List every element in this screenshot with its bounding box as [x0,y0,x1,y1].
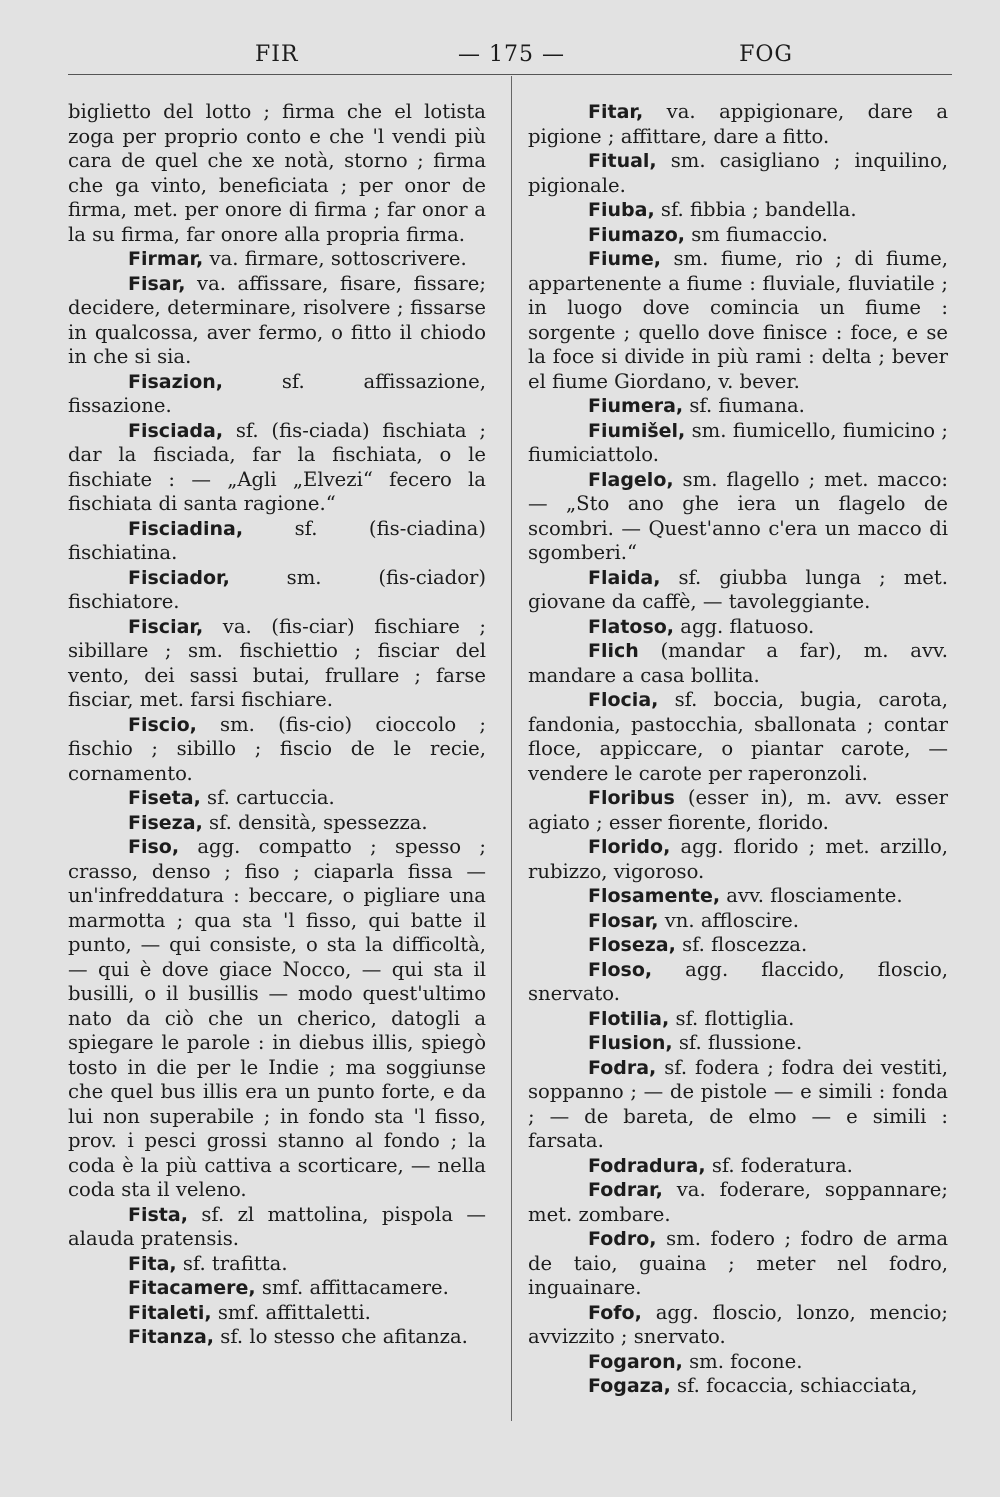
dictionary-entry [528,149,948,198]
entry-definition: sf. focaccia, schiacciata, [670,1374,918,1397]
entry-definition: sf. boccia, bugia, carota, fandonia, pastocchia, sballonata ; contar floce, appiccare, o piantar carote, — vendere le carote per raperonzoli. [528,688,948,785]
entry-headword: Fiumera, [588,395,684,417]
dictionary-entry [68,786,486,811]
entry-headword: Flaida, [588,566,661,589]
dictionary-entry [68,1203,486,1252]
entry-headword: Floso, [588,958,653,981]
entry-headword: Fofo, [588,1301,642,1324]
entry-definition: sf. fibbia ; bandella. [654,198,857,221]
entry-definition: sf. foderatura. [705,1153,853,1177]
entry-headword: Flotilia, [588,1007,670,1030]
entry-definition: agg. florido ; met. arzillo, rubizzo, vigoroso. [528,835,948,883]
entry-headword: Fiumišel, [588,419,686,442]
page-number: — 175 — [458,42,565,67]
entry-definition: va. firmare, sottoscrivere. [203,247,467,270]
entry-headword: Fisciar, [128,615,204,638]
entry-definition: agg. floscio, lonzo, mencio; avvizzito ; snervato. [528,1300,948,1348]
entry-definition: agg. compatto ; spesso ; crasso, denso ; fiso ; ciaparla fissa — un'infreddatura : beccare, o pigliare una marmotta ; qua sta 'l fisso, qui batte il punto, — qui consiste, o sta la difficoltà, — qui è dove giace Nocco, — qui sta il busilli, o il busillis — modo quest'ultimo nato da ciò che un cherico, datogli a spiegare le parole : in diebus illis, spiegò tosto in die per le Indie ; ma soggiunse che quel bus illis era un punto forte, e da lui non superabile ; in fondo sta 'l fisso, prov. i pesci grossi stanno al fondo ; la coda è la più cattiva a scorticare, — nella coda sta il veleno. [68,835,486,1201]
right-column [528,100,948,1399]
running-header [70,36,948,76]
entry-headword: Fiseza, [128,811,203,834]
entry-headword: Fodrar, [588,1179,663,1201]
dictionary-entry [68,272,486,370]
dictionary-entry [68,370,486,419]
entry-definition: sf. floscezza. [675,933,808,956]
entry-headword: Fiuba, [588,199,655,221]
entry-headword: Fitaleti, [128,1301,212,1324]
entry-headword: Fitanza, [128,1326,215,1348]
entry-headword: Flatoso, [588,615,675,638]
entry-definition: sf. affissazione, fissazione. [68,369,486,417]
entry-headword: Flocia, [588,689,659,711]
dictionary-entry [528,835,948,884]
entry-definition: sf. giubba lunga ; met. giovane da caffè, — tavoleggiante. [528,565,948,613]
entry-headword: Flagelo, [588,468,674,491]
entry-definition: va. appigionare, dare a pigione ; affittare, dare a fitto. [528,100,948,148]
entry-headword: Fisciador, [128,566,230,589]
dictionary-entry [528,786,948,835]
dictionary-entry [528,394,948,419]
entry-headword: Flusion, [588,1032,673,1054]
dictionary-entry [68,835,486,1203]
entry-headword: Fiume, [588,248,661,270]
dictionary-entry [68,713,486,787]
entry-definition: sf. flussione. [672,1031,803,1054]
entry-headword: Flosamente, [588,885,721,907]
entry-definition: sf. (fis-ciada) fischiata ; dar la fisciada, far la fischiata, o le fischiate : — „Agli „Elvezi“ fecero la fischiata di santa ragione.“ [68,418,486,515]
entry-definition: sf. trafitta. [176,1251,288,1275]
dictionary-entry [68,419,486,517]
dictionary-entry [528,1007,948,1032]
entry-definition: sf. fodera ; fodra dei vestiti, soppanno ; — de pistole — e simili : fonda ; — de bareta, de elmo — e simili : farsata. [528,1055,948,1152]
entry-definition: va. foderare, soppannare; met. zombare. [528,1178,948,1226]
dictionary-entry [528,909,948,934]
entry-definition: sf. fiumana. [683,394,805,417]
dictionary-entry [528,958,948,1007]
dictionary-entry [528,688,948,786]
dictionary-entry [68,100,486,247]
dictionary-entry [528,1178,948,1227]
entry-headword: Fita, [128,1252,177,1275]
entry-headword: Fodradura, [588,1154,706,1177]
dictionary-entry [528,639,948,688]
entry-headword: Fiseta, [128,787,201,809]
entry-definition: sf. densità, spessezza. [202,810,428,834]
entry-headword: Firmar, [128,248,204,270]
entry-definition: sm. (fis-ciador) fischiatore. [68,565,486,613]
dictionary-entry [68,247,486,272]
header-right-guideword: FOG [739,42,793,67]
entry-headword: Fitual, [588,150,657,172]
dictionary-entry [528,198,948,223]
dictionary-entry [68,811,486,836]
dictionary-entry [68,1252,486,1277]
entry-headword: Fisazion, [128,370,223,393]
entry-headword: Fisar, [128,272,186,295]
dictionary-entry [68,1276,486,1301]
entry-definition: vn. affloscire. [658,908,800,932]
header-left-guideword: FIR [255,42,299,67]
entry-definition: sf. flottiglia. [669,1006,795,1030]
dictionary-entry [528,1374,948,1399]
entry-headword: Fogaron, [588,1350,683,1373]
dictionary-entry [528,100,948,149]
left-column [68,100,486,1350]
entry-definition: smf. affittacamere. [255,1276,449,1299]
entry-headword: Fista, [128,1203,188,1226]
dictionary-entry [68,566,486,615]
entry-definition: sm. fiumicello, fiumicino ; fiumiciattolo. [528,418,948,466]
entry-definition: sm. focone. [682,1349,803,1373]
dictionary-entry [528,933,948,958]
entry-definition: sf. cartuccia. [200,786,335,809]
dictionary-entry [528,1301,948,1350]
dictionary-entry [528,884,948,909]
entry-headword: Flich [588,640,639,662]
entry-headword: Fiumazo, [588,223,685,246]
column-divider [511,76,512,1421]
dictionary-entry [68,615,486,713]
entry-headword: Flosar, [588,909,659,932]
entry-headword: Fitacamere, [128,1277,256,1299]
entry-definition: sm. (fis-cio) cioccolo ; fischio ; sibillo ; fiscio de le recie, cornamento. [68,712,486,785]
entry-definition: sm. fiume, rio ; di fiume, appartenente a fiume : fluviale, fluviatile ; in luogo dove comincia un fiume : sorgente ; quello dove finisce : foce, e se la foce si divide in più rami : delta ; bever el fiume Giordano, v. bever. [528,247,948,393]
dictionary-entry [528,1350,948,1375]
dictionary-entry [528,468,948,566]
entry-definition: va. affissare, fisare, fissare; decidere, determinare, risolvere ; fissarse in qualcossa, aver fermo, o fitto il chiodo in che si sia. [68,271,486,368]
entry-definition: avv. flosciamente. [720,884,903,907]
entry-headword: Fiscio, [128,713,197,736]
dictionary-entry [528,1031,948,1056]
header-rule [68,74,952,75]
entry-headword: Floribus [588,787,675,809]
dictionary-entry [68,1301,486,1326]
entry-headword: Fiso, [128,836,180,858]
entry-headword: Fitar, [588,101,644,123]
entry-headword: Fisciadina, [128,517,244,540]
entry-definition: sf. lo stesso che afitanza. [214,1325,468,1348]
entry-definition: va. (fis-ciar) fischiare ; sibillare ; sm. fischiettio ; fisciar del vento, dei sassi butai, frullare ; farse fisciar, met. farsi fischiare. [68,614,486,711]
entry-definition: sm. fodero ; fodro de arma de taio, guaina ; meter nel fodro, inguainare. [528,1227,948,1299]
dictionary-entry [528,419,948,468]
dictionary-entry [68,1325,486,1350]
dictionary-entry [528,223,948,248]
entry-headword: Florido, [588,836,671,858]
entry-definition: agg. flaccido, floscio, snervato. [528,957,948,1005]
entry-definition: sf. zl mattolina, pispola — alauda pratensis. [68,1202,486,1250]
dictionary-entry [528,1227,948,1301]
entry-definition: sm. casigliano ; inquilino, pigionale. [528,149,948,197]
entry-definition: agg. flatuoso. [674,614,815,638]
dictionary-entry [528,566,948,615]
entry-headword: Floseza, [588,934,676,956]
dictionary-entry [68,517,486,566]
entry-headword: Fodro, [588,1228,657,1250]
dictionary-entry [528,1154,948,1179]
entry-headword: Fisciada, [128,419,224,442]
entry-definition: biglietto del lotto ; firma che el lotista zoga per proprio conto e che 'l vendi più cara de quel che xe notà, storno ; firma che ga vinto, beneficiata ; per onor de firma, met. per onore di firma ; far onor a la su firma, far onore alla propria firma. [68,100,486,246]
entry-definition: sm. flagello ; met. macco: — „Sto ano ghe iera un flagelo de scombri. — Quest'anno c'era un macco di sgomberi.“ [528,467,948,564]
entry-headword: Fogaza, [588,1375,671,1397]
dictionary-entry [528,615,948,640]
entry-definition: (esser in), m. avv. esser agiato ; esser fiorente, florido. [528,786,948,834]
entry-definition: sm fiumaccio. [684,222,828,246]
entry-definition: smf. affittaletti. [211,1300,371,1324]
dictionary-entry [528,1056,948,1154]
entry-definition: (mandar a far), m. avv. mandare a casa bollita. [528,639,948,687]
dictionary-entry [528,247,948,394]
entry-headword: Fodra, [588,1056,657,1079]
entry-definition: sf. (fis-ciadina) fischiatina. [68,516,486,564]
